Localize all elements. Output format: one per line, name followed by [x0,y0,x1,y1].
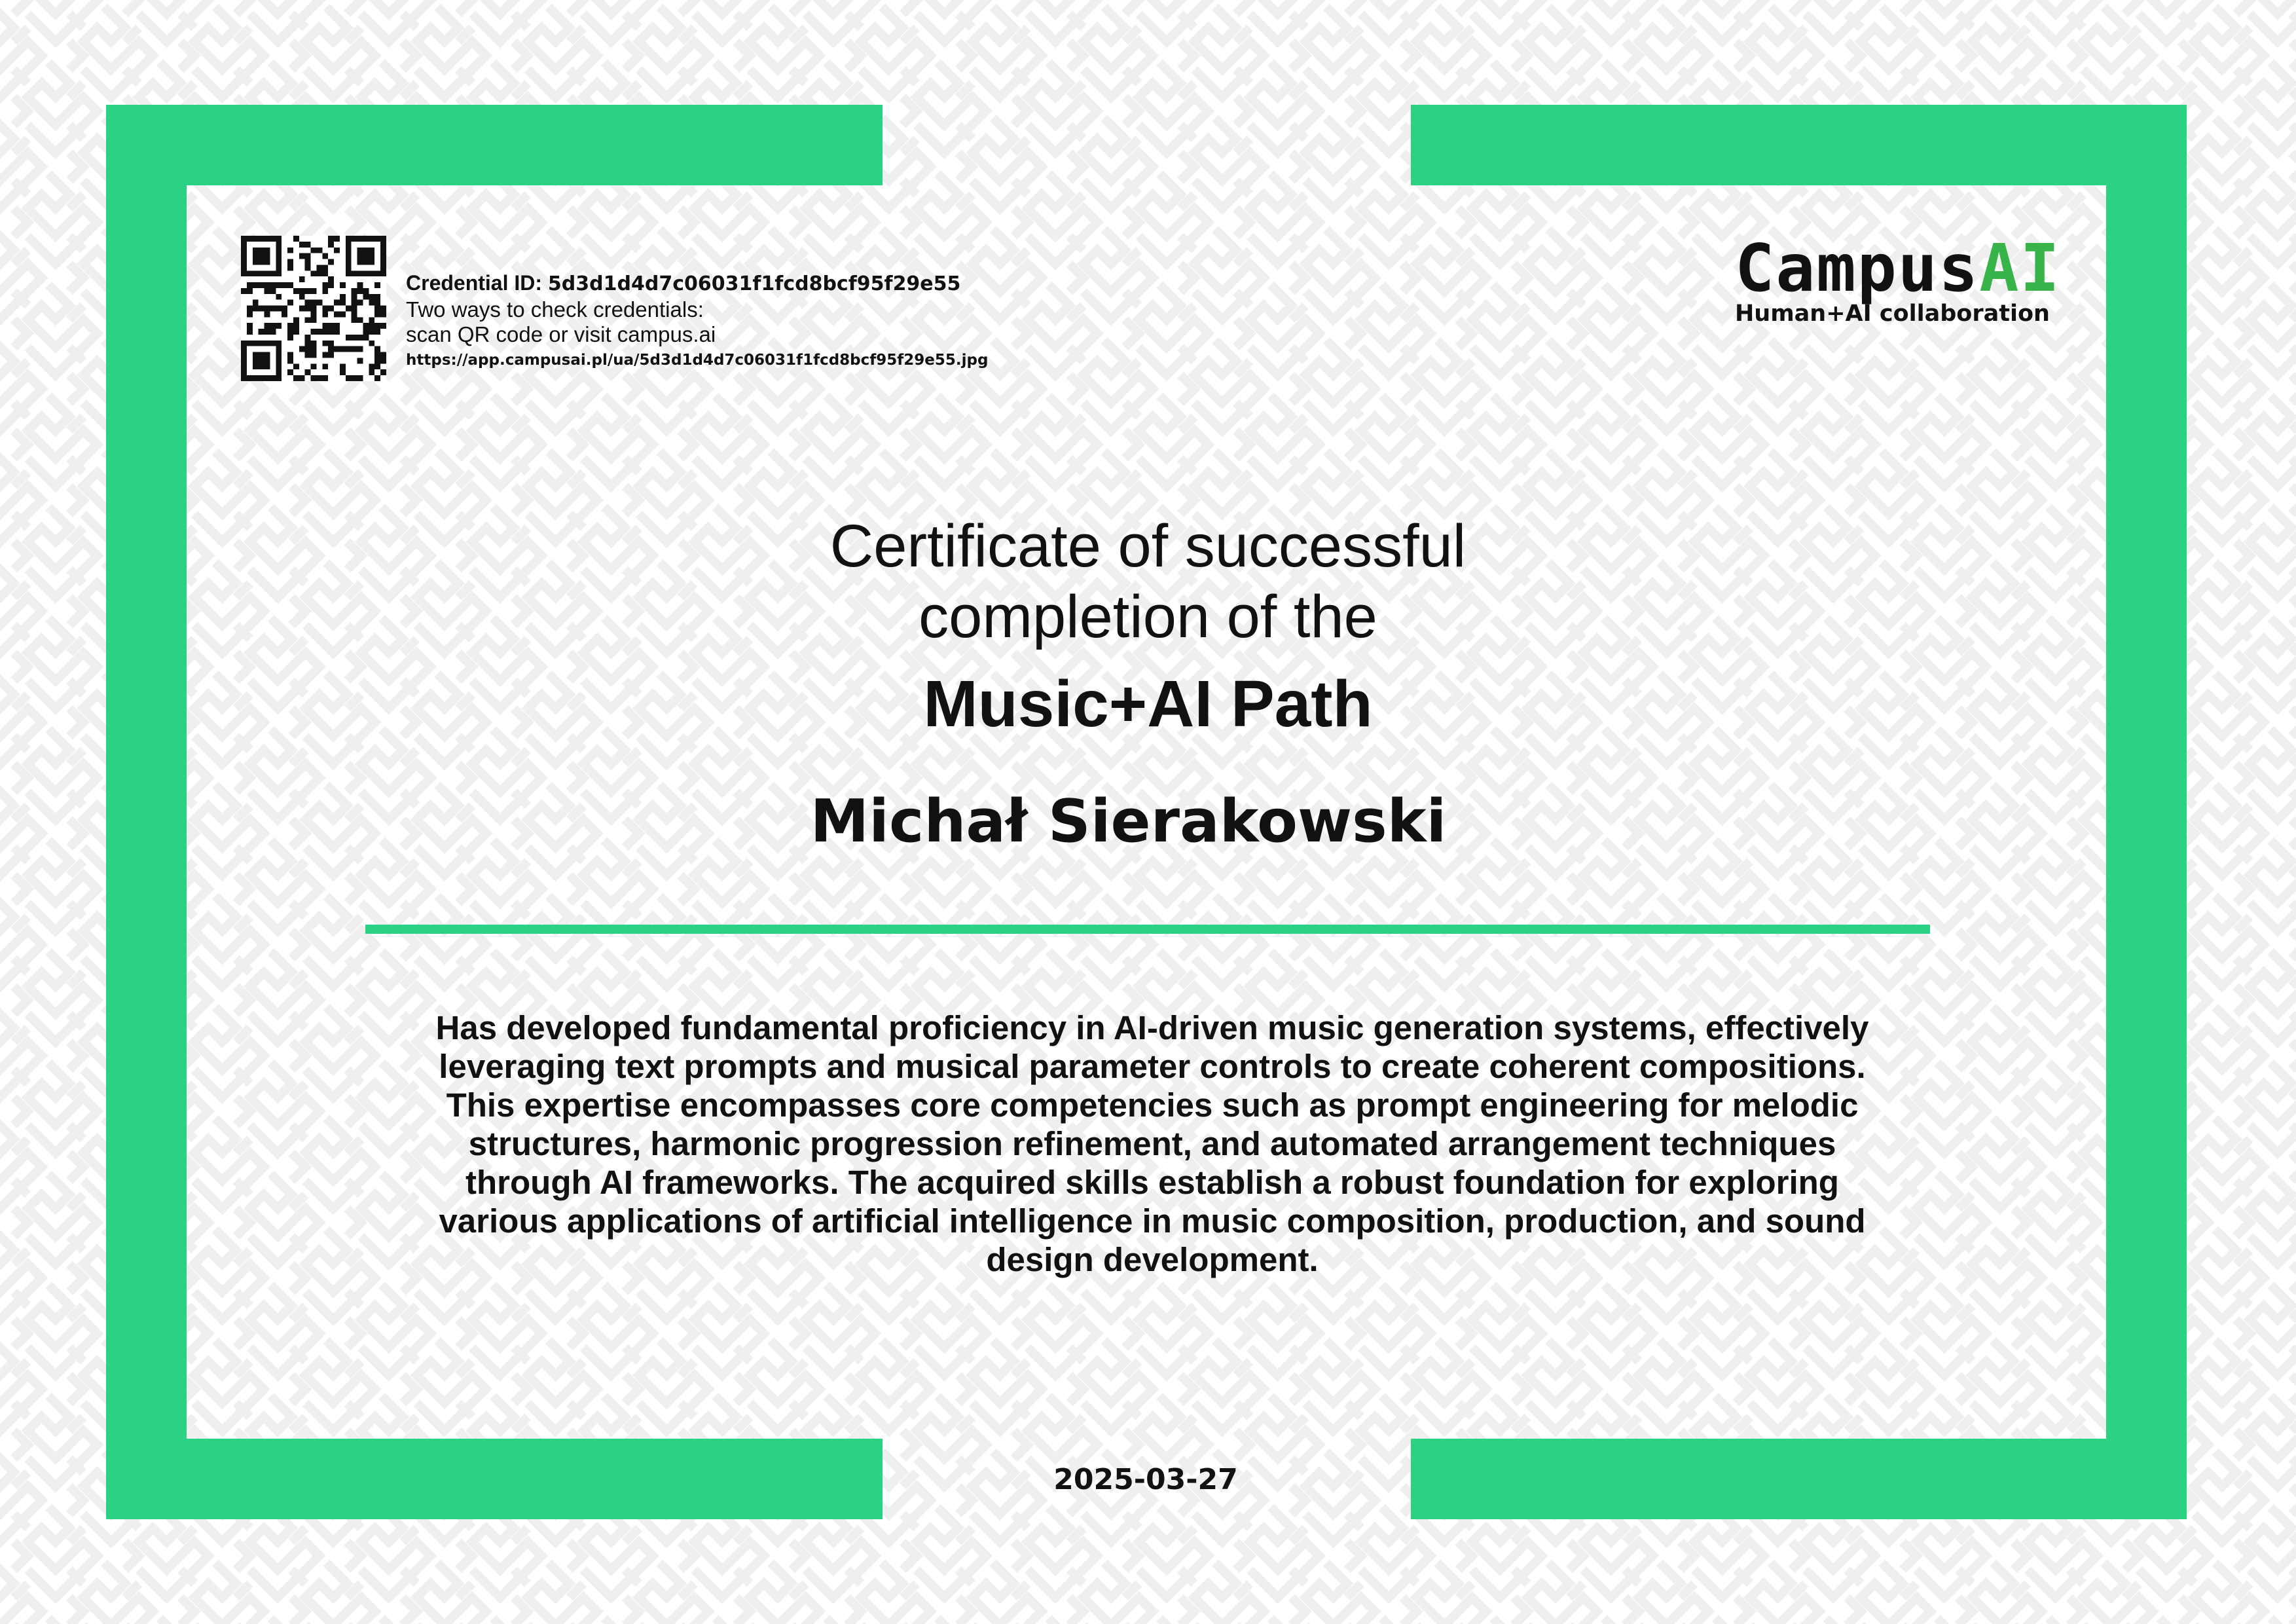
certificate-title [655,511,1641,652]
credential-id-label: Credential ID: [406,271,543,295]
certificate-date: 2025-03-27 [1053,1463,1238,1496]
frame-top-left [106,105,883,185]
logo-tagline: Human+AI collaboration [1735,301,2050,327]
logo-name-part1: Campus [1735,230,1980,306]
certificate-description: Has developed fundamental proficiency in AI-driven music generation systems, effectively leveraging text prompts and musical parameter controls to create coherent compositions. This expertise encompasses core competencies such as prompt engineering for melodic structures, harmonic progression refinement, and automated arrangement techniques through AI frameworks. The acquired skills establish a robust foundation for exploring various applications of artificial intelligence in music composition, production, and sound design development. [435,1009,1869,1278]
recipient-name: Michał Sierakowski [810,787,1447,856]
campusai-logo [1735,230,2061,327]
credential-id [406,270,1126,297]
credential-url[interactable]: https://app.campusai.pl/ua/5d3d1d4d7c06031f1fcd8bcf95f29e55.jpg [406,352,989,369]
credential-block [406,270,1126,373]
title-line1: Certificate of successful [829,513,1467,580]
qr-code-icon [241,236,386,381]
logo-wordmark [1735,230,2061,306]
frame-bottom-left [106,1439,883,1519]
logo-name-part2: AI [1979,230,2061,306]
credential-check-line2: scan QR code or visit campus.ai [406,322,716,346]
frame-left [106,105,187,1519]
frame-right [2106,105,2187,1519]
frame-bottom-right [1411,1439,2187,1519]
divider [365,925,1930,934]
credential-check-line1: Two ways to check credentials: [406,297,704,322]
title-line2: completion of the [919,583,1377,650]
course-name: Music+AI Path [923,667,1373,741]
credential-id-value: 5d3d1d4d7c06031f1fcd8bcf95f29e55 [547,272,961,295]
frame-top-right [1411,105,2187,185]
